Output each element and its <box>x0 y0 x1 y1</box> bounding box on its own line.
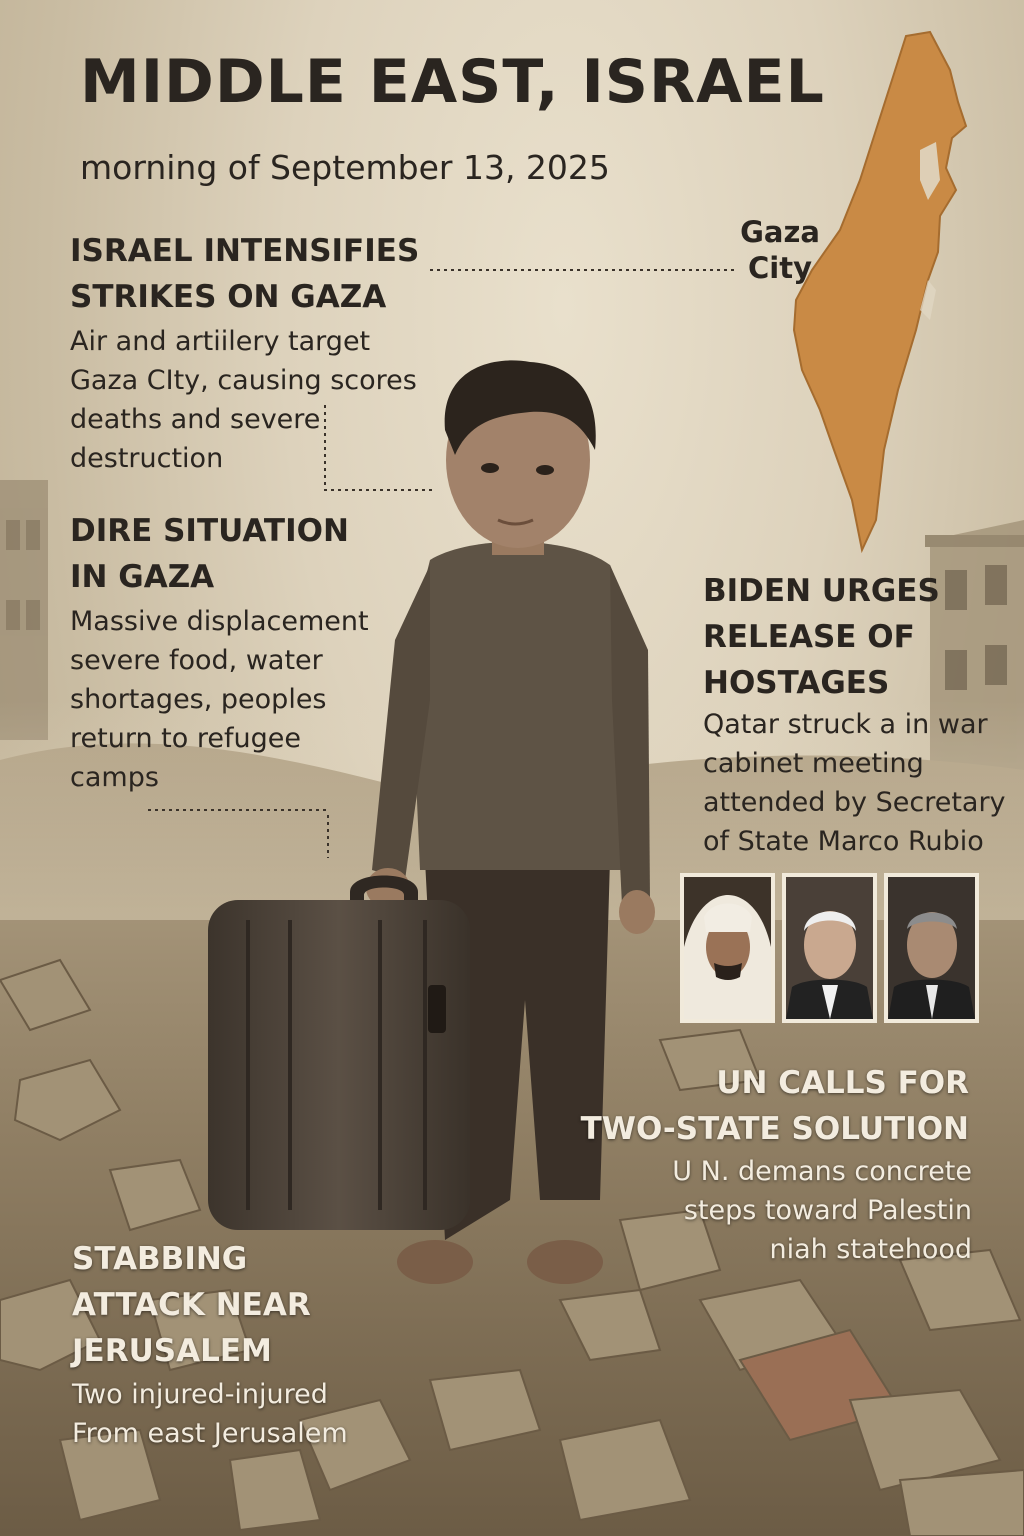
page-title: MIDDLE EAST, ISRAEL <box>80 47 825 117</box>
story-5-headline: STABBING ATTACK NEAR JERUSALEM <box>72 1241 311 1369</box>
portrait-1 <box>680 873 775 1023</box>
story-2-headline: DIRE SITUATION IN GAZA <box>70 513 349 595</box>
map-label-gaza-city: Gaza City <box>740 215 820 285</box>
story-1-headline: ISRAEL INTENSIFIES STRIKES ON GAZA <box>70 233 420 315</box>
story-4-body: U N. demans concrete steps toward Palestin niah statehood <box>672 1156 972 1265</box>
portrait-2 <box>782 873 877 1023</box>
story-1-body: Air and artiilery target Gaza CIty, causing scores deaths and severe destruction <box>70 326 417 474</box>
portrait-3 <box>884 873 979 1023</box>
story-4-headline: UN CALLS FOR TWO-STATE SOLUTION <box>580 1065 969 1147</box>
story-5-body: Two injured-injured From east Jerusalem <box>72 1379 348 1449</box>
page-subtitle: morning of September 13, 2025 <box>80 148 610 187</box>
story-3-body: Qatar struck a in war cabinet meeting attended by Secretary of State Marco Rubio <box>703 709 1006 857</box>
story-2-body: Massive displacement severe food, water shortages, peoples return to refugee camps <box>70 606 369 793</box>
story-3-headline: BIDEN URGES RELEASE OF HOSTAGES <box>703 573 940 701</box>
